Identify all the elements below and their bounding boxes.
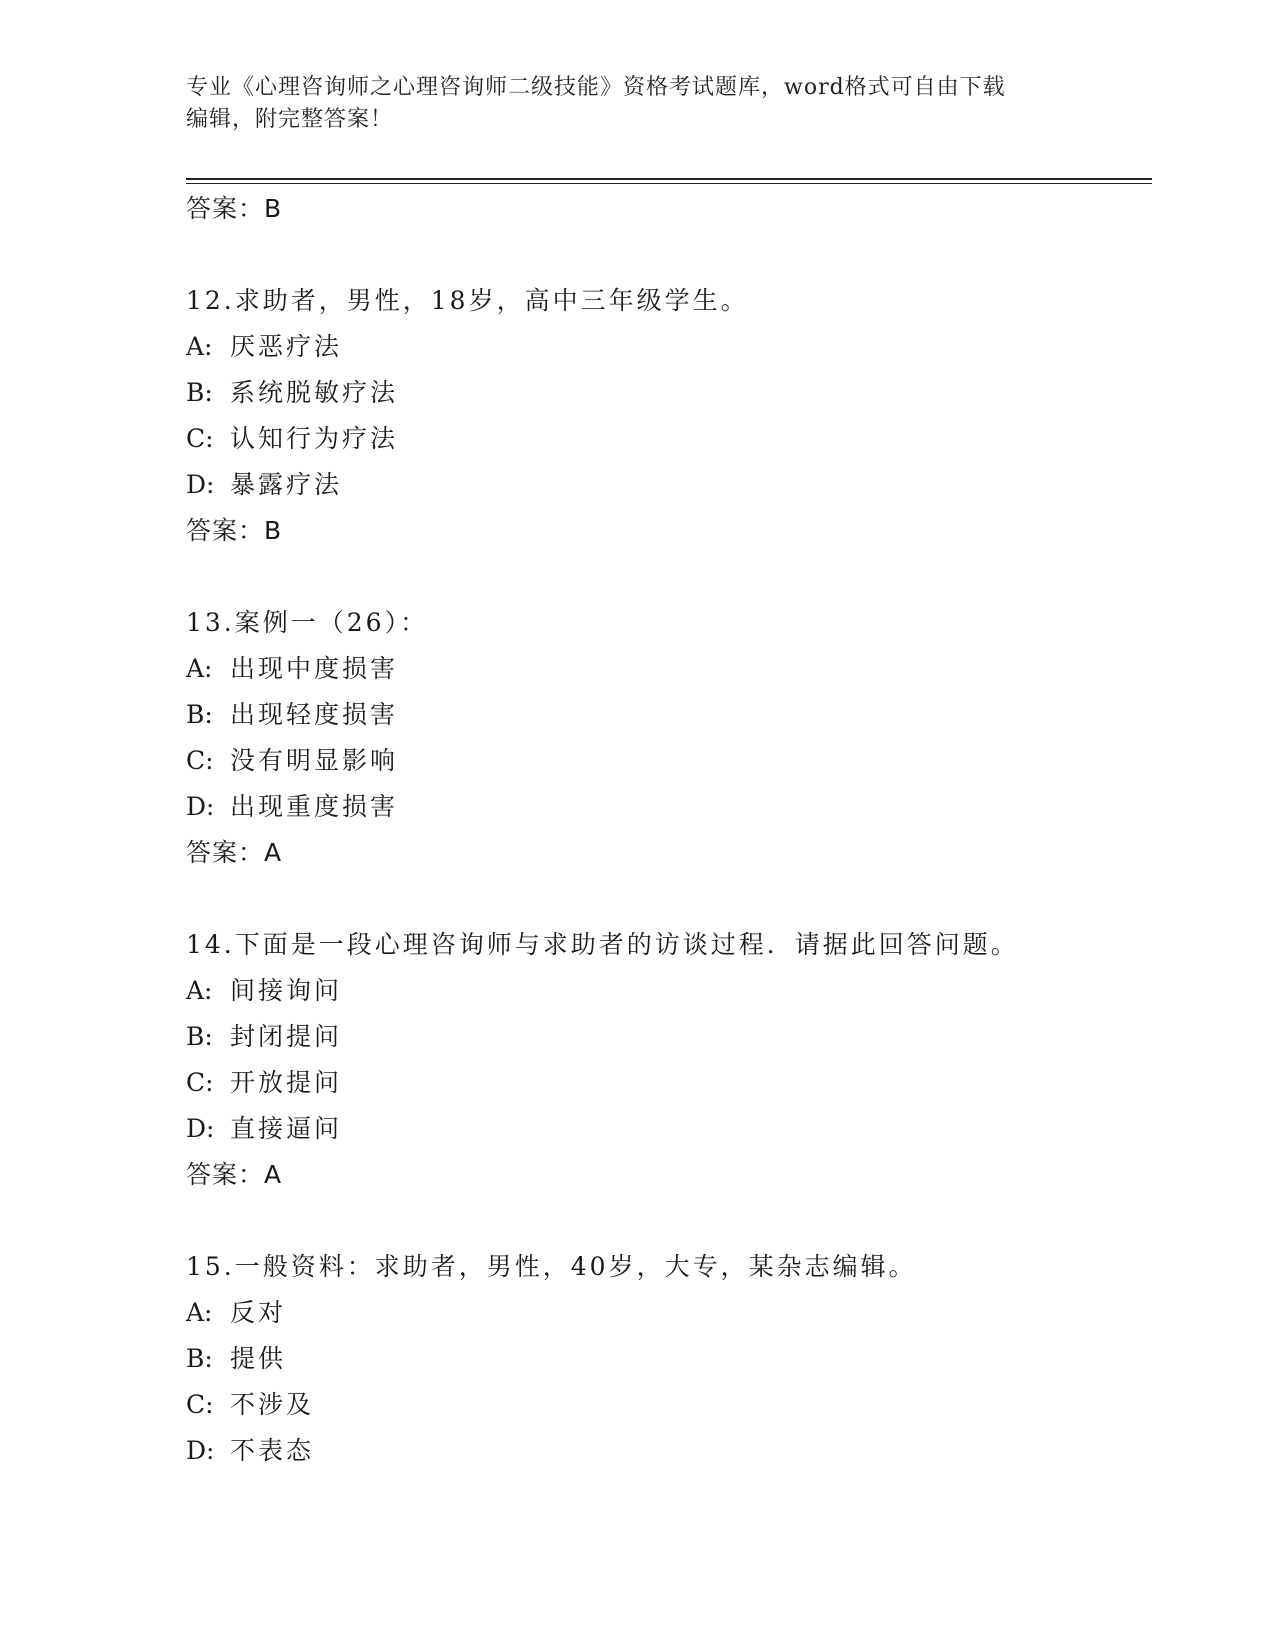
header-rule-thick (186, 178, 1152, 180)
option-text: 系统脱敏疗法 (230, 378, 399, 407)
option-letter: B: (186, 700, 213, 729)
option-letter: C: (186, 1390, 214, 1419)
option-letter: D: (186, 792, 215, 821)
option-d (186, 1106, 1152, 1152)
question-stem: 13.案例一（26）： (186, 608, 429, 637)
option-text: 认知行为疗法 (230, 424, 399, 453)
option-c (186, 738, 1152, 784)
option-text: 厌恶疗法 (230, 332, 343, 361)
question-13 (186, 600, 1152, 876)
header-line-1: 专业《心理咨询师之心理咨询师二级技能》资格考试题库，word格式可自由下载 (186, 75, 1006, 100)
answer-line: 答案：B (186, 194, 283, 223)
option-letter: B: (186, 1344, 213, 1373)
option-text: 出现轻度损害 (230, 700, 399, 729)
option-a (186, 646, 1152, 692)
option-text: 间接询问 (230, 976, 343, 1005)
option-text: 提供 (230, 1344, 287, 1373)
option-b (186, 1336, 1152, 1382)
header-rule-thin (186, 183, 1152, 184)
option-text: 暴露疗法 (230, 470, 343, 499)
option-d (186, 1428, 1152, 1474)
option-letter: C: (186, 424, 214, 453)
option-text: 没有明显影响 (230, 746, 399, 775)
option-a (186, 1290, 1152, 1336)
option-letter: D: (186, 1436, 215, 1465)
option-text: 出现中度损害 (230, 654, 399, 683)
question-stem: 12.求助者，男性，18岁，高中三年级学生。 (186, 286, 749, 315)
question-list (186, 186, 1152, 1474)
option-a (186, 968, 1152, 1014)
option-text: 出现重度损害 (230, 792, 399, 821)
option-c (186, 1382, 1152, 1428)
option-text: 直接逼问 (230, 1114, 343, 1143)
option-letter: C: (186, 1068, 214, 1097)
option-b (186, 692, 1152, 738)
document-header (186, 72, 1086, 136)
option-letter: D: (186, 1114, 215, 1143)
option-c (186, 416, 1152, 462)
header-line-2: 编辑，附完整答案！ (186, 107, 394, 132)
option-letter: C: (186, 746, 214, 775)
question-14 (186, 922, 1152, 1198)
option-text: 不表态 (230, 1436, 315, 1465)
option-letter: B: (186, 378, 213, 407)
option-c (186, 1060, 1152, 1106)
option-text: 不涉及 (230, 1390, 315, 1419)
question-stem: 14.下面是一段心理咨询师与求助者的访谈过程．请据此回答问题。 (186, 930, 1019, 959)
question-12 (186, 278, 1152, 554)
option-text: 反对 (230, 1298, 287, 1327)
answer-line: 答案：B (186, 516, 283, 545)
question-15 (186, 1244, 1152, 1474)
question-stem: 15.一般资料：求助者，男性，40岁，大专，某杂志编辑。 (186, 1252, 917, 1281)
option-b (186, 370, 1152, 416)
answer-line: 答案：A (186, 1160, 283, 1189)
option-letter: A: (186, 976, 213, 1005)
option-text: 开放提问 (230, 1068, 343, 1097)
option-text: 封闭提问 (230, 1022, 343, 1051)
option-letter: A: (186, 1298, 213, 1327)
option-b (186, 1014, 1152, 1060)
option-letter: A: (186, 654, 213, 683)
option-letter: B: (186, 1022, 213, 1051)
option-letter: D: (186, 470, 215, 499)
option-d (186, 462, 1152, 508)
option-a (186, 324, 1152, 370)
option-d (186, 784, 1152, 830)
answer-line: 答案：A (186, 838, 283, 867)
option-letter: A: (186, 332, 213, 361)
